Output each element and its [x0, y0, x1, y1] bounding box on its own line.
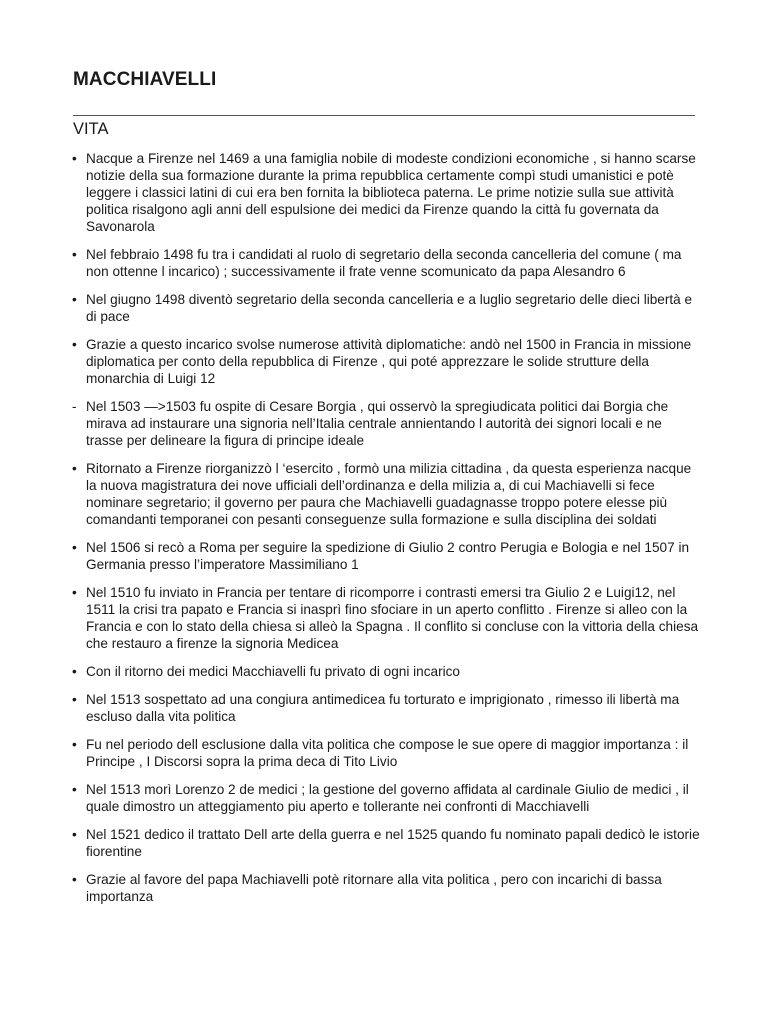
- list-item-text: Grazie a questo incarico svolse numerose attività diplomatiche: andò nel 1500 in Francia in missione diplomatica per conto della repubblica di Firenze , qui poté apprezzare le solide strutture della monarchia di Luigi 12: [86, 337, 692, 386]
- list-item: [73, 781, 701, 815]
- bullet-marker: •: [72, 692, 77, 707]
- bullet-marker: •: [72, 872, 77, 887]
- list-item: [73, 736, 701, 770]
- biography-list: [73, 150, 701, 916]
- bullet-marker: •: [72, 540, 77, 555]
- list-item: [73, 150, 701, 235]
- bullet-marker: •: [72, 151, 77, 166]
- list-item-text: Nel 1510 fu inviato in Francia per tentare di ricomporre i contrasti emersi tra Giulio 2 e Luigi12, nel 1511 la crisi tra papato e Francia si inasprì fino sfociare in un aperto conflitto . Firenze si alleo con la Francia e con lo stato della chiesa si alleò la Spagna . Il conflito si concluse con la vittoria della chiesa che restauro a firenze la signoria Medicea: [86, 585, 699, 651]
- list-item: [73, 539, 701, 573]
- list-item: [73, 336, 701, 387]
- list-item: [73, 398, 701, 449]
- bullet-marker: •: [72, 461, 77, 476]
- list-item-text: Nel 1506 si recò a Roma per seguire la spedizione di Giulio 2 contro Perugia e Bologia e nel 1507 in Germania presso l’imperatore Massimiliano 1: [86, 540, 690, 572]
- bullet-marker: •: [72, 247, 77, 262]
- bullet-marker: •: [72, 737, 77, 752]
- list-item-text: Nel febbraio 1498 fu tra i candidati al ruolo di segretario della seconda cancelleria del comune ( ma non ottenne l incarico) ; successivamente il frate venne scomunicato da papa Alesandro 6: [86, 247, 682, 279]
- list-item-text: Nacque a Firenze nel 1469 a una famiglia nobile di modeste condizioni economiche , si hanno scarse notizie della sua formazione durante la prima repubblica certamente compì studi umanistici e potè leggere i classici latini di cui era ben fornita la biblioteca paterna. Le prime notizie sulla sue attività politica risalgono agli anni dell espulsione dei medici da Firenze quando la città fu governata da Savonarola: [86, 151, 696, 234]
- title-divider: [73, 115, 695, 116]
- list-item: [73, 584, 701, 652]
- list-item-text: Nel 1521 dedico il trattato Dell arte della guerra e nel 1525 quando fu nominato papali dedicò le istorie fiorentine: [86, 827, 700, 859]
- list-item-text: Nel giugno 1498 diventò segretario della seconda cancelleria e a luglio segretario delle dieci libertà e di pace: [86, 292, 693, 324]
- list-item-text: Grazie al favore del papa Machiavelli potè ritornare alla vita politica , pero con incarichi di bassa importanza: [86, 872, 662, 904]
- dash-marker: -: [72, 399, 77, 414]
- list-item: [73, 826, 701, 860]
- list-item-text: Nel 1513 morì Lorenzo 2 de medici ; la gestione del governo affidata al cardinale Giulio de medici , il quale dimostro un atteggiamento piu aperto e tollerante nei confronti di Macchiavelli: [86, 782, 689, 814]
- bullet-marker: •: [72, 664, 77, 679]
- list-item: [73, 291, 701, 325]
- bullet-marker: •: [72, 337, 77, 352]
- list-item-text: Fu nel periodo dell esclusione dalla vita politica che compose le sue opere di maggior importanza : il Principe , I Discorsi sopra la prima deca di Tito Livio: [86, 737, 689, 769]
- list-item: [73, 663, 701, 680]
- bullet-marker: •: [72, 292, 77, 307]
- bullet-marker: •: [72, 782, 77, 797]
- bullet-marker: •: [72, 827, 77, 842]
- section-title: VITA: [73, 120, 109, 138]
- list-item-text: Nel 1503 —>1503 fu ospite di Cesare Borgia , qui osservò la spregiudicata politici dai Borgia che mirava ad instaurare una signoria nell’Italia centrale annientando l autorità dei signori locali e ne trasse per delineare la figura di principe ideale: [86, 399, 669, 448]
- bullet-marker: •: [72, 585, 77, 600]
- list-item-text: Con il ritorno dei medici Macchiavelli fu privato di ogni incarico: [86, 664, 460, 679]
- list-item-text: Ritornato a Firenze riorganizzò l ‘esercito , formò una milizia cittadina , da questa esperienza nacque la nuova magistratura dei nove ufficiali dell’ordinanza e della milizia a, di cui Machiavelli si fece nominare segretario; il governo per paura che Machiavelli guadagnasse troppo potere elesse più comandanti temporanei con pesanti conseguenze sulla formazione e sulla disciplina dei soldati: [86, 461, 692, 527]
- list-item: [73, 460, 701, 528]
- list-item: [73, 691, 701, 725]
- list-item-text: Nel 1513 sospettato ad una congiura antimedicea fu torturato e imprigionato , rimesso ili libertà ma escluso dalla vita politica: [86, 692, 680, 724]
- list-item: [73, 871, 701, 905]
- list-item: [73, 246, 701, 280]
- document-title: MACCHIAVELLI: [73, 69, 217, 90]
